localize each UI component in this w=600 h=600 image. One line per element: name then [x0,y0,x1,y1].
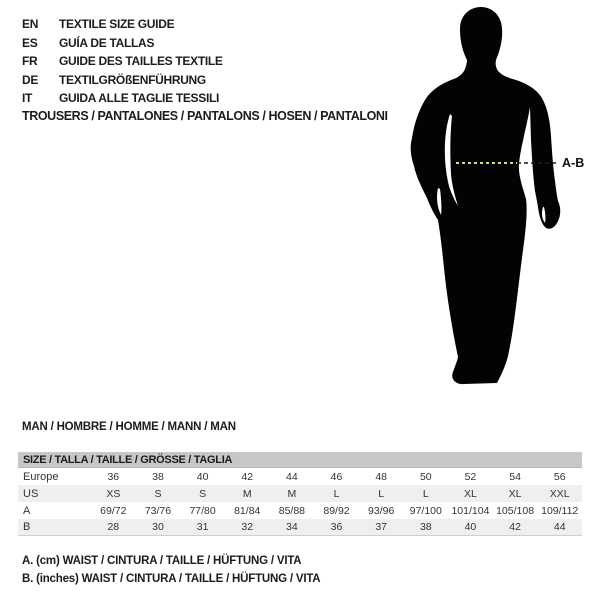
language-label: TEXTILGRÖßENFÜHRUNG [59,72,206,87]
size-cell: 85/88 [278,504,306,517]
size-cell: 48 [375,470,387,483]
size-cell: 38 [152,470,164,483]
table-row-a-cm [18,502,582,519]
size-cell: 28 [107,521,120,533]
pocket-thumb-notch [437,188,441,215]
table-row-b-inches [18,519,582,536]
size-cell: 38 [419,521,432,533]
size-cell: 46 [330,470,343,483]
size-cell: 36 [107,470,120,483]
size-cell: 30 [152,521,164,533]
size-cell: 44 [286,470,298,483]
size-cell: M [242,487,252,500]
waist-measure-label: A-B [562,156,585,170]
size-cell: 56 [553,470,566,483]
row-label: US [23,487,39,500]
arm-torso-gap [445,114,458,206]
size-cell: S [154,487,162,500]
size-cell: 93/96 [368,504,395,517]
language-code: ES [22,35,38,50]
size-cell: L [422,487,429,500]
size-cell: 31 [196,521,209,533]
size-cell: 109/112 [541,504,579,517]
language-list [22,15,223,108]
man-silhouette [411,7,561,384]
size-cell: 36 [330,521,343,533]
size-table [18,452,582,536]
size-cell: 89/92 [323,504,350,517]
size-cell: 32 [241,521,254,533]
size-cell: 81/84 [234,504,261,517]
size-cell: 73/76 [144,504,172,517]
size-cell: L [378,487,385,500]
hand-thumb-mark [542,207,545,223]
section-label-man: MAN / HOMBRE / HOMME / MANN / MAN [22,421,236,433]
size-cell: 54 [509,470,521,483]
size-cell: 42 [241,470,254,483]
size-cell: XL [508,487,522,500]
size-cell: 101/104 [451,504,490,517]
size-cell: 50 [419,470,432,483]
size-cell: 40 [196,470,209,483]
row-label: B [23,521,31,533]
language-row [22,89,223,108]
footnote-b: B. (inches) WAIST / CINTURA / TAILLE / HÜFTUNG / VITA [22,573,321,585]
language-row [22,71,223,90]
measurement-footnotes [22,552,320,588]
size-table-header: SIZE / TALLA / TAILLE / GRÖSSE / TAGLIA [18,452,582,468]
language-code: EN [22,17,39,31]
row-label: Europe [23,470,59,483]
size-cell: 52 [464,470,477,483]
size-cell: 34 [286,521,298,533]
language-row [22,34,223,53]
language-label: GUIDA ALLE TAGLIE TESSILI [59,91,220,105]
size-cell: 97/100 [409,504,442,517]
table-row-us [18,485,582,502]
size-cell: 69/72 [100,504,127,517]
table-row-europe [18,468,582,485]
footnote-a: A. (cm) WAIST / CINTURA / TAILLE / HÜFTUNG / VITA [22,555,302,567]
size-cell: 40 [464,521,477,533]
size-cell: 77/80 [189,504,216,517]
language-label: TEXTILE SIZE GUIDE [59,17,175,31]
size-cell: XS [106,487,121,500]
size-cell: 37 [375,521,387,533]
size-cell: 105/108 [496,504,535,517]
size-cell: L [333,487,340,500]
size-cell: S [199,487,207,500]
language-row [22,15,223,34]
size-cell: 44 [553,521,566,533]
size-cell: XXL [549,487,570,500]
language-label: GUÍA DE TALLAS [59,35,155,50]
language-label: GUIDE DES TAILLES TEXTILE [59,54,223,68]
language-row [22,52,223,71]
size-cell: XL [464,487,477,500]
language-code: DE [22,72,39,87]
garment-category-title: TROUSERS / PANTALONES / PANTALONS / HOSEN / PANTALONI [22,109,388,123]
language-code: IT [22,91,33,105]
row-label: A [23,504,31,517]
language-code: FR [22,54,38,68]
size-cell: M [287,487,297,500]
size-cell: 42 [509,521,521,533]
